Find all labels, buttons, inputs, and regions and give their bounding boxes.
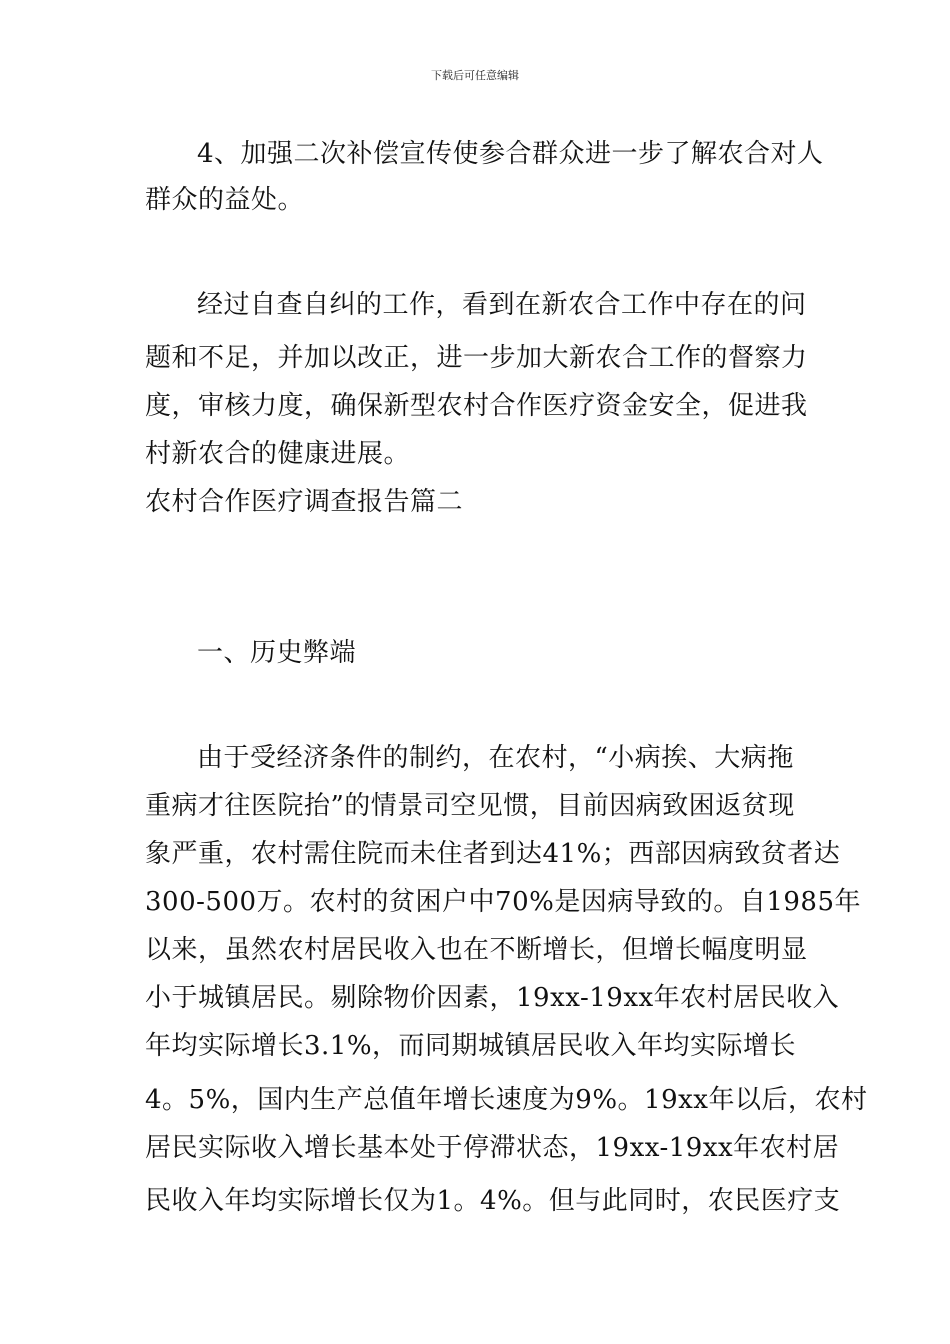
page-header: 下载后可任意编辑 — [431, 69, 519, 82]
paragraph-line: 重病才往医院抬”的情景司空见惯，目前因病致困返贫现 — [145, 791, 795, 821]
section-title: 农村合作医疗调查报告篇二 — [145, 487, 464, 517]
paragraph-line: 题和不足，并加以改正，进一步加大新农合工作的督察力 — [145, 343, 808, 373]
paragraph-line: 由于受经济条件的制约，在农村，“小病挨、大病拖 — [197, 743, 794, 773]
paragraph-line: 群众的益处。 — [145, 185, 305, 215]
paragraph-line: 4。5%，国内生产总值年增长速度为9%。19xx年以后，农村 — [145, 1085, 868, 1115]
paragraph-line: 以来，虽然农村居民收入也在不断增长，但增长幅度明显 — [145, 935, 808, 965]
paragraph-line: 小于城镇居民。剔除物价因素，19xx-19xx年农村居民收入 — [145, 983, 840, 1013]
paragraph-line: 度，审核力度，确保新型农村合作医疗资金安全，促进我 — [145, 391, 808, 421]
paragraph-line: 居民实际收入增长基本处于停滞状态，19xx-19xx年农村居 — [145, 1133, 840, 1163]
paragraph-line: 象严重，农村需住院而未住者到达41%；西部因病致贫者达 — [145, 839, 841, 869]
paragraph-line: 4、加强二次补偿宣传使参合群众进一步了解农合对人 — [197, 139, 824, 169]
section-heading: 一、历史弊端 — [197, 638, 357, 668]
paragraph-line: 村新农合的健康进展。 — [145, 439, 411, 469]
paragraph-line: 经过自查自纠的工作，看到在新农合工作中存在的问 — [197, 290, 807, 320]
paragraph-line: 民收入年均实际增长仅为1。4%。但与此同时，农民医疗支 — [145, 1186, 841, 1216]
paragraph-line: 300-500万。农村的贫困户中70%是因病导致的。自1985年 — [145, 887, 861, 917]
paragraph-line: 年均实际增长3.1%，而同期城镇居民收入年均实际增长 — [145, 1031, 797, 1061]
